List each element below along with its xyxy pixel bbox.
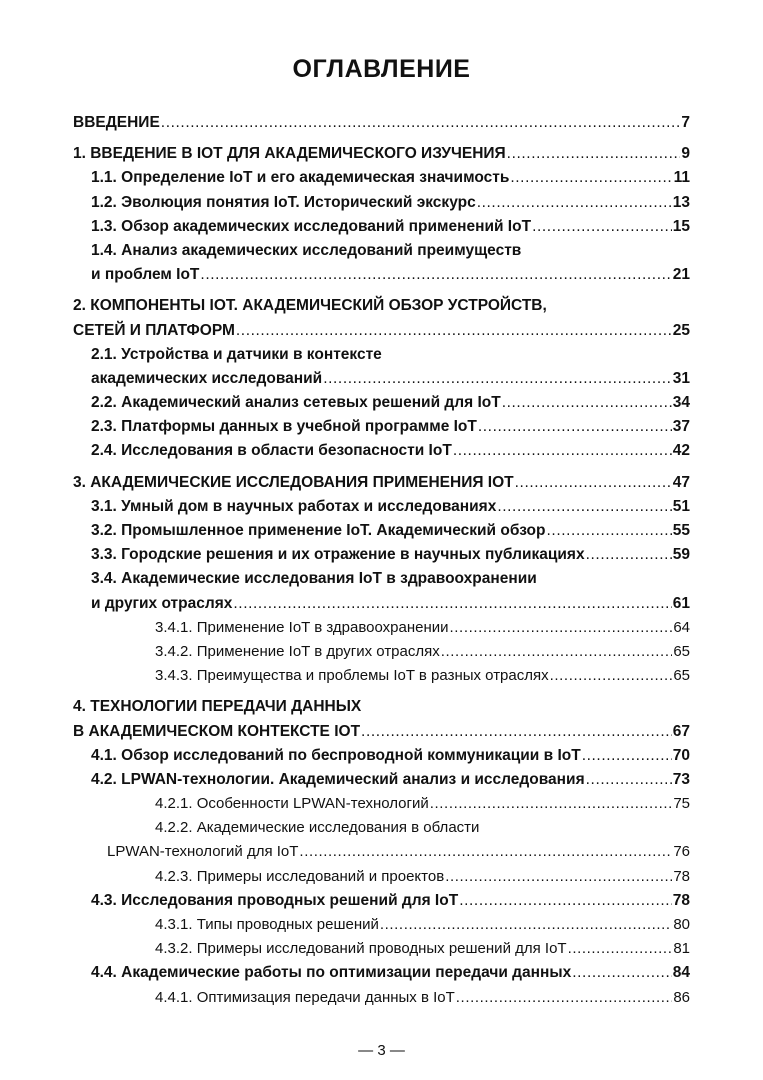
dot-leader	[450, 616, 673, 640]
dot-leader	[586, 543, 672, 567]
toc-entry-page: 47	[672, 473, 690, 491]
toc-entry-title: 3.4. Академические исследования IoT в здравоохранении	[91, 570, 537, 588]
toc-entry[interactable]	[0, 720, 763, 744]
toc-entry-page: 21	[672, 266, 690, 284]
toc-entry-page: 15	[672, 217, 690, 235]
toc-entry-title: академических исследований	[91, 369, 323, 387]
toc-entry-title: 2.2. Академический анализ сетевых решений для IoT	[91, 394, 501, 412]
toc-entry-title: 1.2. Эволюция понятия IoT. Исторический экскурс	[91, 193, 476, 211]
toc-entry-title: 4. ТЕХНОЛОГИИ ПЕРЕДАЧИ ДАННЫХ	[73, 698, 362, 716]
toc-entry[interactable]	[0, 166, 763, 190]
dot-leader	[161, 111, 681, 135]
toc-entry[interactable]	[0, 415, 763, 439]
toc-entry[interactable]	[0, 343, 763, 367]
dot-leader	[547, 519, 672, 543]
dot-leader	[550, 664, 673, 688]
dot-leader	[200, 263, 671, 287]
toc-entry-page: 9	[681, 145, 690, 163]
toc-entry[interactable]	[0, 495, 763, 519]
dot-leader	[459, 889, 672, 913]
toc-entry[interactable]	[0, 543, 763, 567]
toc-entry-title: В АКАДЕМИЧЕСКОМ КОНТЕКСТЕ IOT	[73, 722, 361, 740]
toc-entry-title: 2.3. Платформы данных в учебной программе IoT	[91, 418, 477, 436]
toc-entry-page: 73	[672, 770, 690, 788]
toc-entry-title: СЕТЕЙ И ПЛАТФОРМ	[73, 321, 235, 339]
dot-leader	[477, 191, 672, 215]
toc-entry-page: 25	[672, 321, 690, 339]
toc-entry-page: 64	[673, 618, 690, 636]
toc-entry-title: 3.2. Промышленное применение IoT. Академический обзор	[91, 522, 546, 539]
dot-leader	[572, 961, 672, 985]
toc-entry-title: 4.2.3. Примеры исследований и проектов	[155, 867, 445, 885]
toc-entry[interactable]	[0, 294, 763, 318]
toc-entry-title: 3.4.1. Применение IoT в здравоохранении	[155, 618, 449, 636]
toc-entry[interactable]	[0, 215, 763, 239]
dot-leader	[497, 495, 671, 519]
toc-entry-page: 78	[673, 867, 690, 885]
dot-leader	[510, 166, 672, 190]
toc-entry-title: 1.1. Определение IoT и его академическая значимость	[91, 169, 510, 187]
toc-entry[interactable]	[0, 695, 763, 719]
toc-entry[interactable]	[0, 567, 763, 591]
section-gap	[0, 464, 763, 471]
toc-entry[interactable]	[0, 961, 763, 985]
toc-entry[interactable]	[0, 865, 763, 889]
toc-entry[interactable]	[0, 519, 763, 543]
dot-leader	[441, 640, 673, 664]
dot-leader	[456, 986, 673, 1010]
toc-entry-page: 67	[672, 722, 690, 740]
toc-entry[interactable]	[0, 889, 763, 913]
dot-leader	[361, 720, 672, 744]
toc-entry-title: 4.3.2. Примеры исследований проводных решений для IoT	[155, 940, 567, 958]
toc-entry[interactable]	[0, 768, 763, 792]
toc-entry[interactable]	[0, 792, 763, 816]
toc-entry-title: 4.4. Академические работы по оптимизации передачи данных	[91, 964, 572, 982]
toc-entry[interactable]	[0, 640, 763, 664]
toc-entry-title: LPWAN-технологий для IoT	[107, 843, 299, 861]
toc-entry[interactable]	[0, 744, 763, 768]
toc-entry-page: 78	[672, 891, 690, 909]
toc-entry[interactable]	[0, 986, 763, 1010]
toc-entry-title: 3.3. Городские решения и их отражение в научных публикациях	[91, 546, 585, 564]
toc-entry-title: 2.4. Исследования в области безопасности IoT	[91, 442, 452, 460]
toc-entry-title: 1.4. Анализ академических исследований преимуществ	[91, 241, 522, 259]
toc-entry-title: 1. ВВЕДЕНИЕ В IOT ДЛЯ АКАДЕМИЧЕСКОГО ИЗУЧЕНИЯ	[73, 145, 506, 163]
toc-entry-title: 3.1. Умный дом в научных работах и исследованиях	[91, 497, 497, 515]
toc-entry-page: 76	[673, 843, 690, 861]
toc-entry-title: 3. АКАДЕМИЧЕСКИЕ ИССЛЕДОВАНИЯ ПРИМЕНЕНИЯ IOT	[73, 473, 514, 491]
dot-leader	[478, 415, 672, 439]
dot-leader	[323, 367, 672, 391]
dot-leader	[532, 215, 672, 239]
toc-entry[interactable]	[0, 592, 763, 616]
toc-entry[interactable]	[0, 913, 763, 937]
section-gap	[0, 135, 763, 142]
page-title: ОГЛАВЛЕНИЕ	[292, 55, 471, 83]
toc-entry-title: ВВЕДЕНИЕ	[73, 114, 160, 131]
toc-entry-page: 65	[673, 667, 690, 685]
toc-entry-title: 4.3.1. Типы проводных решений	[155, 916, 379, 933]
section-gap	[0, 688, 763, 695]
dot-leader	[502, 391, 672, 415]
dot-leader	[430, 792, 673, 816]
dot-leader	[233, 592, 671, 616]
toc-entry-page: 61	[672, 594, 690, 612]
toc-entry[interactable]	[0, 471, 763, 495]
toc-entry-page: 11	[673, 169, 690, 187]
toc-entry-page: 70	[672, 746, 690, 764]
toc-entry-page: 81	[673, 940, 690, 958]
toc-entry-page: 59	[672, 546, 690, 564]
toc-entry-page: 13	[672, 193, 690, 211]
toc-entry-page: 31	[672, 369, 690, 387]
toc-entry[interactable]	[0, 111, 763, 135]
toc-entry-page: 7	[681, 114, 690, 131]
page-number: — 3 —	[358, 1042, 405, 1059]
toc-entry-title: 2. КОМПОНЕНТЫ IOT. АКАДЕМИЧЕСКИЙ ОБЗОР УСТРОЙСТВ,	[73, 297, 547, 315]
dot-leader	[453, 439, 672, 463]
toc-entry-title: 3.4.3. Преимущества и проблемы IoT в разных отраслях	[155, 667, 549, 685]
dot-leader	[236, 319, 672, 343]
toc-entry[interactable]	[0, 616, 763, 640]
toc-entry[interactable]	[0, 816, 763, 840]
toc-entry[interactable]	[0, 367, 763, 391]
toc-entry-page: 75	[673, 795, 690, 813]
dot-leader	[568, 937, 673, 961]
toc-entry-title: 4.2. LPWAN-технологии. Академический анализ и исследования	[91, 770, 585, 788]
dot-leader	[515, 471, 672, 495]
toc-entry-page: 37	[672, 418, 690, 436]
dot-leader	[582, 744, 672, 768]
toc-entry-title: 2.1. Устройства и датчики в контексте	[91, 345, 382, 363]
toc-entry-page: 34	[672, 394, 690, 412]
toc-entry-title: 4.2.1. Особенности LPWAN-технологий	[155, 795, 429, 813]
toc-entry[interactable]	[0, 664, 763, 688]
dot-leader	[445, 865, 672, 889]
toc-entry[interactable]	[0, 439, 763, 463]
toc-entry-title: 4.2.2. Академические исследования в области	[155, 819, 480, 837]
section-gap	[0, 287, 763, 294]
dot-leader	[299, 840, 672, 864]
table-of-contents	[0, 111, 763, 1010]
toc-entry-title: 1.3. Обзор академических исследований применений IoT	[91, 217, 532, 235]
toc-entry[interactable]	[0, 191, 763, 215]
toc-entry-page: 55	[672, 522, 690, 539]
toc-entry-page: 51	[672, 497, 690, 515]
toc-entry-title: 4.3. Исследования проводных решений для IoT	[91, 891, 459, 909]
toc-entry-page: 42	[672, 442, 690, 460]
toc-entry-page: 80	[673, 916, 690, 933]
toc-entry[interactable]	[0, 239, 763, 263]
toc-entry-title: 4.4.1. Оптимизация передачи данных в IoT	[155, 988, 455, 1006]
toc-entry[interactable]	[0, 142, 763, 166]
toc-entry-title: 3.4.2. Применение IoT в других отраслях	[155, 642, 440, 660]
toc-entry[interactable]	[0, 263, 763, 287]
toc-entry[interactable]	[0, 319, 763, 343]
toc-entry-page: 86	[673, 988, 690, 1006]
toc-entry-page: 84	[672, 964, 690, 982]
dot-leader	[586, 768, 672, 792]
toc-entry[interactable]	[0, 937, 763, 961]
toc-entry[interactable]	[0, 840, 763, 864]
toc-entry-title: 4.1. Обзор исследований по беспроводной коммуникации в IoT	[91, 746, 581, 764]
dot-leader	[380, 913, 672, 937]
toc-entry[interactable]	[0, 391, 763, 415]
toc-entry-title: и проблем IoT	[91, 266, 200, 284]
toc-entry-page: 65	[673, 642, 690, 660]
toc-entry-title: и других отраслях	[91, 594, 233, 612]
dot-leader	[507, 142, 681, 166]
